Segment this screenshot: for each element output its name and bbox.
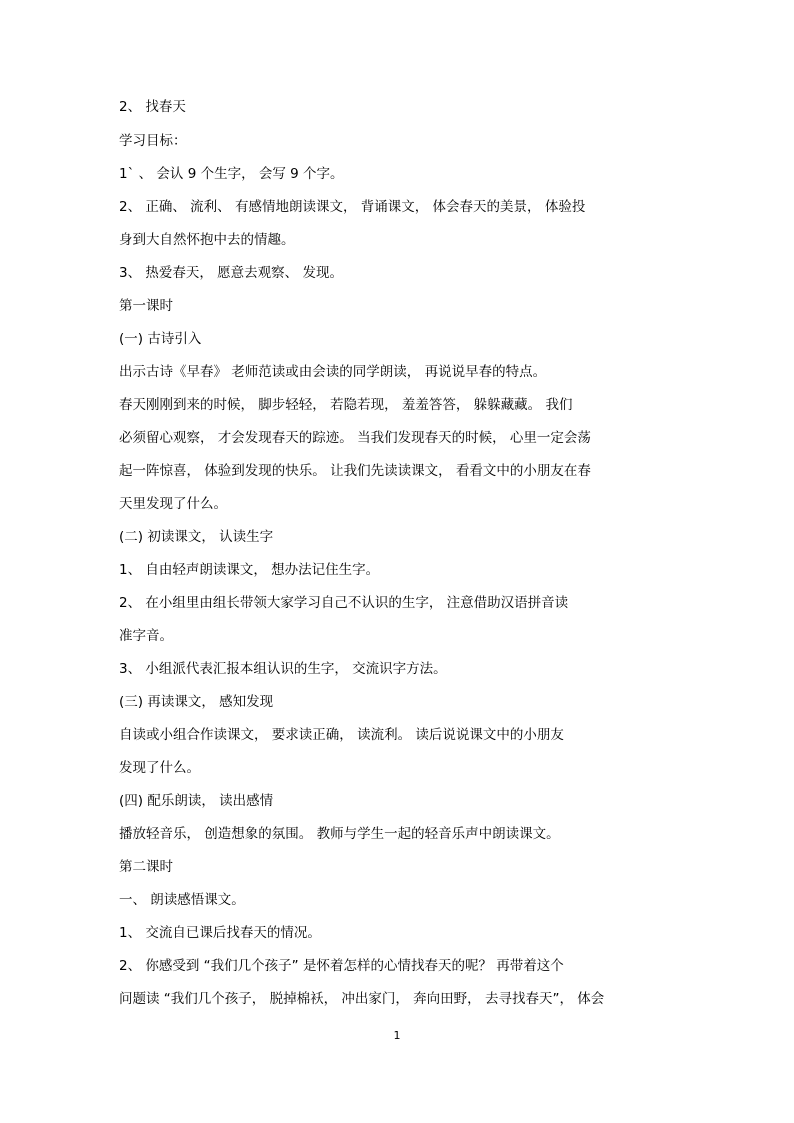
paragraph-line: 播放轻音乐， 创造想象的氛围。 教师与学生一起的轻音乐声中朗读课文。 [119,826,560,842]
paragraph-line: 2、 正确、 流利、 有感情地朗读课文， 背诵课文， 体会春天的美景， 体验投 [119,199,586,215]
paragraph-line: 春天刚刚到来的时候， 脚步轻轻， 若隐若现， 羞羞答答， 躲躲藏藏。 我们 [119,397,573,413]
subheading: (二) 初读课文， 认读生字 [119,529,274,545]
heading-lesson-two: 第二课时 [119,859,173,875]
paragraph-line: 天里发现了什么。 [119,496,227,512]
paragraph-line: 1` 、 会认 9 个生字， 会写 9 个字。 [119,166,344,182]
page-number: 1 [393,1029,401,1042]
subheading: (一) 古诗引入 [119,331,202,347]
section-title: 2、 找春天 [119,99,186,115]
paragraph-line: 1、 交流自已课后找春天的情况。 [119,925,321,941]
heading-objectives: 学习目标： [119,133,187,149]
paragraph-line: 3、 小组派代表汇报本组认识的生字， 交流识字方法。 [119,661,447,677]
subheading: 一、 朗读感悟课文。 [119,892,245,908]
paragraph-line: 发现了什么。 [119,760,200,776]
paragraph-line: 起一阵惊喜， 体验到发现的快乐。 让我们先读读课文， 看看文中的小朋友在春 [119,463,591,479]
subheading: (四) 配乐朗读， 读出感情 [119,793,274,809]
paragraph-line: 自读或小组合作读课文， 要求读正确， 读流利。 读后说说课文中的小朋友 [119,727,564,743]
paragraph-line: 必须留心观察， 才会发现春天的踪迹。 当我们发现春天的时候， 心里一定会荡 [119,430,591,446]
subheading: (三) 再读课文， 感知发现 [119,694,274,710]
paragraph-line: 准字音。 [119,628,173,644]
paragraph-line: 问题读 “我们几个孩子， 脱掉棉袄， 冲出家门， 奔向田野， 去寻找春天”， 体会 [119,991,605,1007]
paragraph-line: 2、 你感受到 “我们几个孩子” 是怀着怎样的心情找春天的呢？ 再带着这个 [119,958,564,974]
paragraph-line: 2、 在小组里由组长带领大家学习自己不认识的生字， 注意借助汉语拼音读 [119,595,569,611]
paragraph-line: 身到大自然怀抱中去的情趣。 [119,232,295,248]
heading-lesson-one: 第一课时 [119,298,173,314]
paragraph-line: 出示古诗《早春》 老师范读或由会读的同学朗读， 再说说早春的特点。 [119,364,547,380]
paragraph-line: 3、 热爱春天， 愿意去观察、 发现。 [119,265,343,281]
paragraph-line: 1、 自由轻声朗读课文， 想办法记住生字。 [119,562,380,578]
